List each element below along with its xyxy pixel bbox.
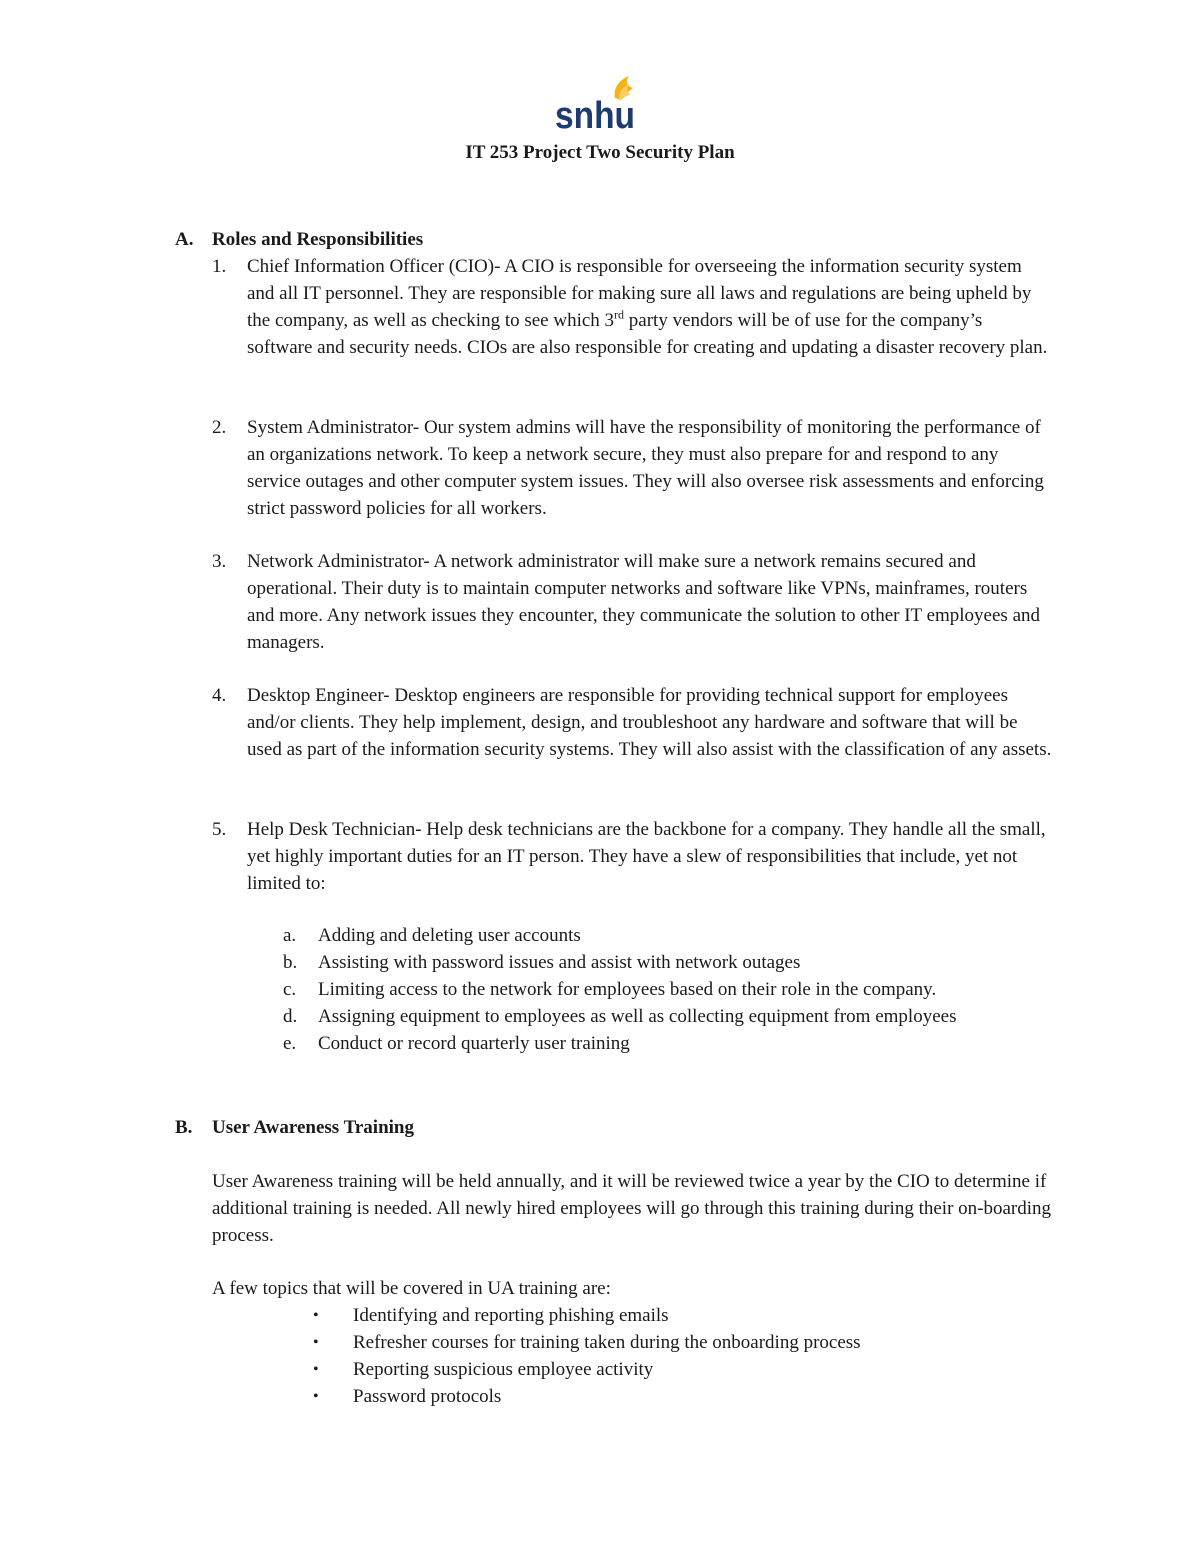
role-description: Network Administrator- A network administrator will make sure a network remains secured and operational. Their duty is to maintain computer networks and software like VPNs, mainframes, routers and more. Any network issues they encounter, they communicate the solution to other IT employees and managers. — [247, 551, 1040, 653]
role-item-netadmin — [212, 548, 1052, 656]
topic-bullet — [313, 1302, 669, 1329]
topic-bullet — [313, 1383, 501, 1410]
list-number: 5. — [212, 819, 227, 840]
role-item-desktop-engineer — [212, 682, 1052, 763]
list-letter: a. — [283, 925, 297, 946]
bullet-icon: • — [313, 1334, 319, 1351]
topics-intro: A few topics that will be covered in UA training are: — [212, 1278, 611, 1299]
logo-wordmark: snhu — [555, 95, 635, 132]
ordinal-suffix: rd — [614, 307, 625, 322]
role-description: Help Desk Technician- Help desk technicians are the backbone for a company. They handle all the small, yet highly important duties for an IT person. They have a slew of responsibilities that include, yet not limited to: — [247, 819, 1046, 894]
duty-item — [283, 976, 1063, 1003]
duty-text: Assisting with password issues and assist with network outages — [318, 952, 801, 973]
list-number: 4. — [212, 685, 227, 706]
document-title: IT 253 Project Two Security Plan — [465, 142, 735, 163]
list-letter: b. — [283, 952, 298, 973]
list-number: 2. — [212, 417, 227, 438]
role-description: System Administrator- Our system admins will have the responsibility of monitoring the performance of an organizations network. To keep a network secure, they must also prepare for and respond to any service outages and other computer system issues. They will also oversee risk assessments and enforcing strict password policies for all workers. — [247, 417, 1044, 519]
section-a-title: Roles and Responsibilities — [212, 229, 424, 250]
topic-bullet — [313, 1356, 653, 1383]
topic-bullet — [313, 1329, 861, 1356]
duty-item — [283, 922, 1063, 949]
duty-text: Conduct or record quarterly user training — [318, 1033, 630, 1054]
role-item-sysadmin — [212, 414, 1052, 522]
role-description — [247, 253, 1052, 361]
training-paragraph: User Awareness training will be held annually, and it will be reviewed twice a year by the CIO to determine if additional training is needed. All newly hired employees will go through this training during their on-boarding process. — [212, 1171, 1052, 1246]
list-letter: e. — [283, 1033, 297, 1054]
list-number: 1. — [212, 256, 227, 277]
bullet-icon: • — [313, 1388, 319, 1405]
section-b-title: User Awareness Training — [212, 1117, 414, 1138]
duty-text: Assigning equipment to employees as well as collecting equipment from employees — [318, 1006, 957, 1027]
bullet-icon: • — [313, 1307, 319, 1324]
topic-text: Password protocols — [353, 1386, 502, 1407]
section-b-letter: B. — [175, 1117, 193, 1138]
topic-text: Reporting suspicious employee activity — [353, 1359, 654, 1380]
snhu-logo — [555, 72, 639, 132]
role-text-part1: Chief Information Officer (CIO)- A CIO is responsible for overseeing the information security system and all IT personnel. They are responsible for making sure all laws and regulations are being upheld by the company, as well as checking to see which 3 — [247, 256, 1032, 331]
role-item-help-desk — [212, 816, 1052, 897]
role-item-cio — [212, 253, 1052, 361]
duty-text: Limiting access to the network for employees based on their role in the company. — [318, 979, 937, 1000]
duty-item — [283, 1003, 1063, 1030]
bullet-icon: • — [313, 1361, 319, 1378]
list-letter: d. — [283, 1006, 298, 1027]
topic-text: Refresher courses for training taken during the onboarding process — [353, 1332, 861, 1353]
duty-item — [283, 949, 1063, 976]
role-text-part2: party vendors will be of use for the company’s software and security needs. CIOs are also responsible for creating and updating a disaster recovery plan. — [247, 310, 1048, 358]
duty-item — [283, 1030, 1063, 1057]
role-description: Desktop Engineer- Desktop engineers are responsible for providing technical support for employees and/or clients. They help implement, design, and troubleshoot any hardware and software that will be used as part of the information security systems. They will also assist with the classification of any assets. — [247, 685, 1052, 760]
duty-text: Adding and deleting user accounts — [318, 925, 581, 946]
section-a-letter: A. — [175, 229, 194, 250]
list-number: 3. — [212, 551, 227, 572]
list-letter: c. — [283, 979, 297, 1000]
snhu-logo-graphic — [555, 72, 639, 132]
topic-text: Identifying and reporting phishing emails — [353, 1305, 669, 1326]
